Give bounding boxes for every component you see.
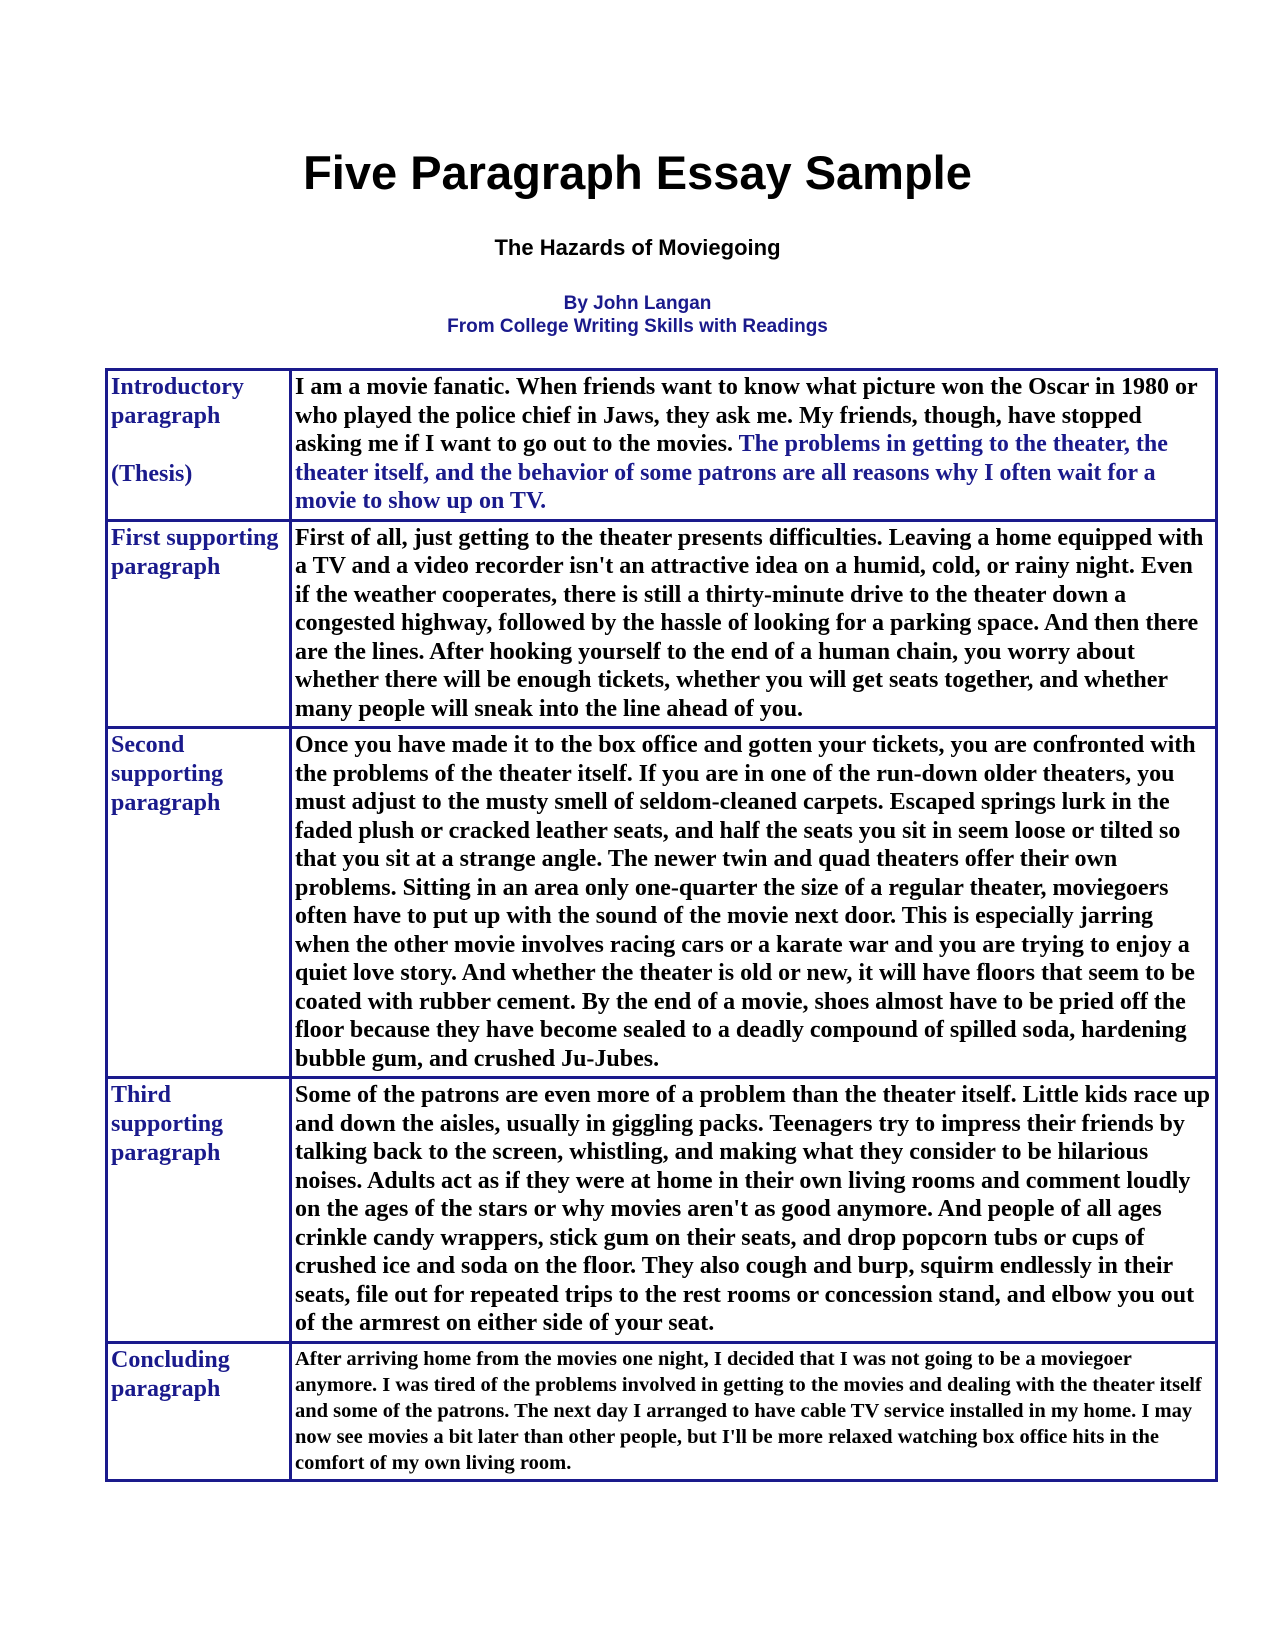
paragraph-concluding: After arriving home from the movies one night, I decided that I was not going to be a moviegoer anymore. I was tired of the problems involved in getting to the movies and dealing with the theater itself and some of the patrons. The next day I arranged to have cable TV service installed in my home. I may now see movies a bit later than other people, but I'll be more relaxed watching box office hits in the comfort of my own living room.	[291, 1342, 1217, 1480]
table-row-introductory	[107, 370, 1217, 521]
row-label-first-supporting: First supporting paragraph	[107, 520, 291, 728]
table-row-second-supporting	[107, 728, 1217, 1078]
row-label-introductory	[107, 370, 291, 521]
document-title: Five Paragraph Essay Sample	[303, 146, 972, 199]
paragraph-text: I am a movie fanatic. When friends want to know what picture won the Oscar in 1980 or who played the police chief in Jaws, they ask me. My friends, though, have stopped asking me if I want to go out to the movies.	[295, 374, 1198, 457]
row-label-third-supporting: Third supporting paragraph	[107, 1078, 291, 1343]
paragraph-first-supporting: First of all, just getting to the theater presents difficulties. Leaving a home equipped with a TV and a video recorder isn't an attractive idea on a humid, cold, or rainy night. Even if the weather cooperates, there is still a thirty-minute drive to the theater down a congested highway, followed by the hassle of looking for a parking space. And then there are the lines. After hooking yourself to the end of a human chain, you worry about whether there will be enough tickets, whether you will get seats together, and whether many people will sneak into the line ahead of you.	[291, 520, 1217, 728]
paragraph-introductory	[291, 370, 1217, 521]
author-line: By John Langan	[563, 293, 712, 314]
essay-title: The Hazards of Moviegoing	[494, 235, 781, 260]
row-label-text: Introductory paragraph	[111, 374, 244, 429]
paragraph-second-supporting: Once you have made it to the box office and gotten your tickets, you are confronted with the problems of the theater itself. If you are in one of the run-down older theaters, you must adjust to the musty smell of seldom-cleaned carpets. Escaped springs lurk in the faded plush or cracked leather seats, and half the seats you sit in seem loose or tilted so that you sit at a strange angle. The newer twin and quad theaters offer their own problems. Sitting in an area only one-quarter the size of a regular theater, moviegoers often have to put up with the sound of the movie next door. This is especially jarring when the other movie involves racing cars or a karate war and you are trying to enjoy a quiet love story. And whether the theater is old or new, it will have floors that seem to be coated with rubber cement. By the end of a movie, shoes almost have to be pried off the floor because they have become sealed to a deadly compound of spilled soda, hardening bubble gum, and crushed Ju-Jubes.	[291, 728, 1217, 1078]
table-row-first-supporting	[107, 520, 1217, 728]
source-line: From College Writing Skills with Readings	[447, 316, 828, 337]
table-row-third-supporting	[107, 1078, 1217, 1343]
byline	[0, 292, 1275, 338]
thesis-note: (Thesis)	[111, 461, 193, 487]
essay-table	[105, 368, 1218, 1482]
paragraph-third-supporting: Some of the patrons are even more of a problem than the theater itself. Little kids race up and down the aisles, usually in giggling packs. Teenagers try to impress their friends by talking back to the screen, whistling, and making what they consider to be hilarious noises. Adults act as if they were at home in their own living rooms and comment loudly on the ages of the stars or why movies aren't as good anymore. And people of all ages crinkle candy wrappers, stick gum on their seats, and drop popcorn tubs or cups of crushed ice and soda on the floor. They also cough and burp, squirm endlessly in their seats, file out for repeated trips to the rest rooms or concession stand, and elbow you out of the armrest on either side of your seat.	[291, 1078, 1217, 1343]
row-label-concluding: Concluding paragraph	[107, 1342, 291, 1480]
thesis-statement: The problems in getting to the theater, the theater itself, and the behavior of some patrons are all reasons why I often wait for a movie to show up on TV.	[295, 431, 1168, 514]
table-row-concluding	[107, 1342, 1217, 1480]
row-label-second-supporting: Second supporting paragraph	[107, 728, 291, 1078]
